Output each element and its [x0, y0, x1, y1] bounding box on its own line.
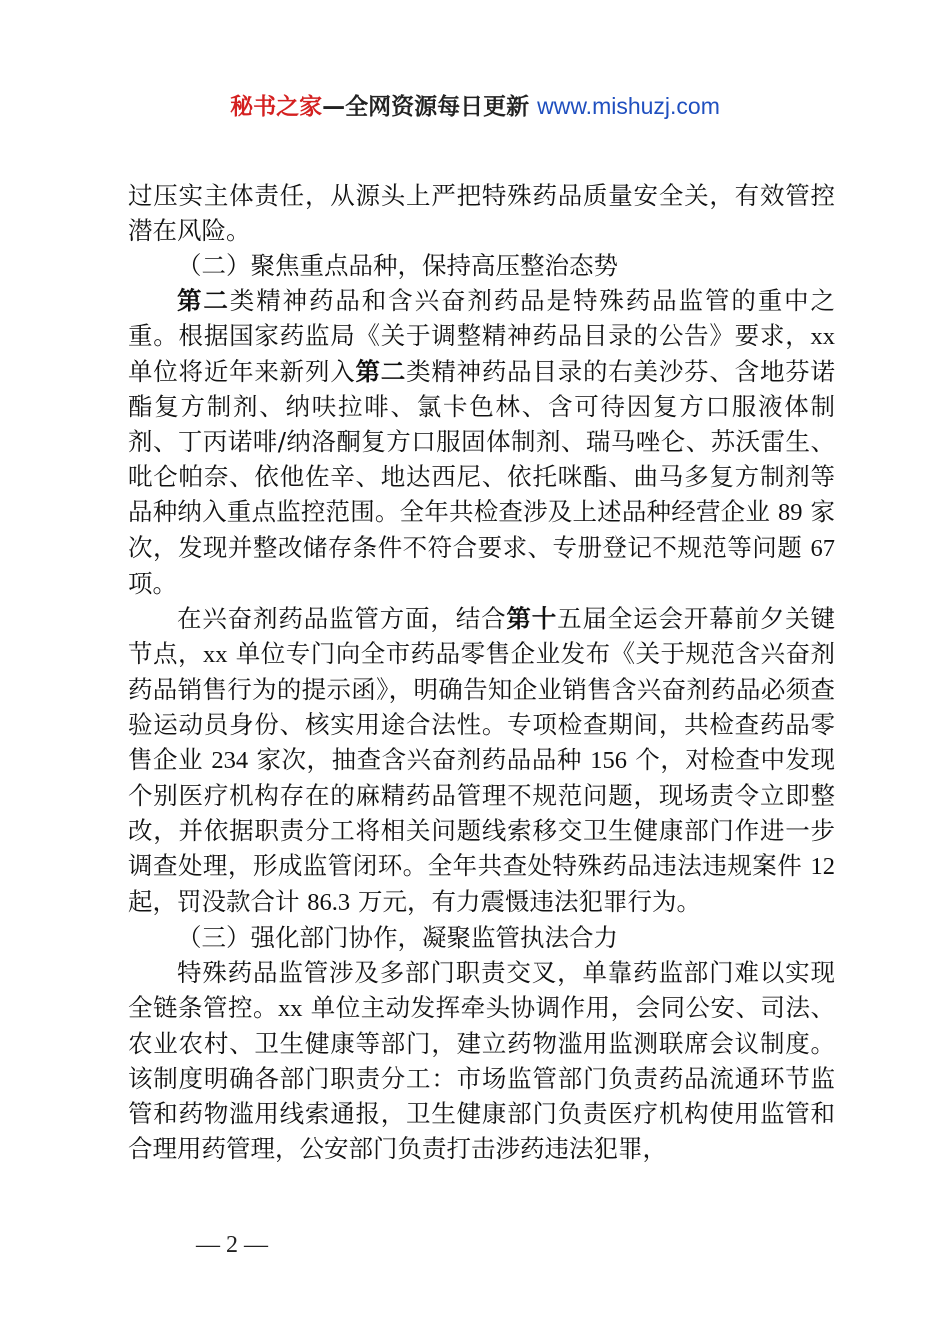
- text-run: 家次，抽查含兴奋剂药品品种: [248, 745, 591, 774]
- text-run: 万元，有力震慑违法犯罪行为。: [350, 887, 701, 916]
- number-text: 12: [810, 853, 835, 880]
- paragraph-2: [128, 283, 835, 601]
- text-run: 单位将近年来新列入: [128, 357, 356, 386]
- text-run: 类精神药品目录的右美沙芬、含地芬诺酯复方制剂、纳呋拉啡、氯卡色林、含可待因复方口服液体制剂、丁丙诺啡/纳洛酮复方口服固体制剂、瑞马唑仑、苏沃雷生、吡仑帕奈、依他佐辛、地达西尼、依托咪酯、曲马多复方制剂等品种纳入重点监控范围。全年共检查涉及上述品种经营企业: [128, 357, 836, 526]
- bold-text: 第二: [355, 357, 407, 386]
- text-run: 项。: [128, 569, 177, 598]
- section-heading-2: （二）聚焦重点品种，保持高压整治态势: [177, 251, 618, 280]
- paragraph-1: 过压实主体责任，从源头上严把特殊药品质量安全关，有效管控潜在风险。: [128, 181, 835, 245]
- number-text: xx: [810, 323, 835, 350]
- site-brand: 秘书之家: [230, 94, 323, 120]
- text-run: 单位主动发挥牵头协调作用，会同公安、司法、农业农村、卫生健康等部门，建立药物滥用监测联席会议制度。该制度明确各部门职责分工：市场监管部门负责药品流通环节监管和药物滥用线索通报，卫生健康部门负责医疗机构使用监管和合理用药管理，公安部门负责打击涉药违法犯罪，: [128, 993, 835, 1163]
- bold-text: 第十: [506, 604, 558, 633]
- number-text: 67: [810, 535, 835, 562]
- text-run: 家次，发现并整改储存条件不符合要求、专册登记不规范等问题: [128, 497, 835, 562]
- number-text: 234: [211, 747, 249, 774]
- bold-text: 第二: [177, 286, 230, 315]
- text-run: 起，罚没款合计: [128, 887, 308, 916]
- paragraph-3: [128, 601, 835, 920]
- page-number: — 2 —: [196, 1232, 268, 1258]
- banner-tagline: 全网资源每日更新: [345, 94, 538, 120]
- banner-dash: —: [322, 94, 346, 120]
- number-text: xx: [277, 995, 303, 1022]
- number-text: 89: [778, 499, 803, 526]
- text-run: 单位专门向全市药品零售企业发布《关于规范含兴奋剂药品销售行为的提示函》，明确告知企业销售含兴奋剂药品必须查验运动员身份、核实用途合法性。专项检查期间，共检查药品零售企业: [128, 639, 835, 774]
- document-body: [128, 178, 835, 1166]
- number-text: xx: [202, 641, 228, 668]
- site-banner: [0, 88, 950, 121]
- section-heading-3: （三）强化部门协作，凝聚监管执法合力: [177, 923, 618, 952]
- site-url[interactable]: www.mishuzj.com: [537, 93, 720, 119]
- text-run: 五届全运会开幕前夕关键节点，: [128, 604, 836, 668]
- paragraph-4: [128, 955, 835, 1166]
- text-run: 特殊药品监管涉及多部门职责交叉，单靠药监部门难以实现全链条管控。: [128, 958, 835, 1022]
- text-run: 在兴奋剂药品监管方面，结合: [177, 604, 507, 633]
- number-text: 86.3: [307, 889, 351, 916]
- text-run: 类精神药品和含兴奋剂药品是特殊药品监管的重中之重。根据国家药监局《关于调整精神药品目录的公告》要求，: [128, 286, 836, 350]
- number-text: 156: [590, 747, 627, 774]
- text-run: 个，对检查中发现个别医疗机构存在的麻精药品管理不规范问题，现场责令立即整改，并依据职责分工将相关问题线索移交卫生健康部门作进一步调查处理，形成监管闭环。全年共查处特殊药品违法违规案件: [128, 745, 836, 880]
